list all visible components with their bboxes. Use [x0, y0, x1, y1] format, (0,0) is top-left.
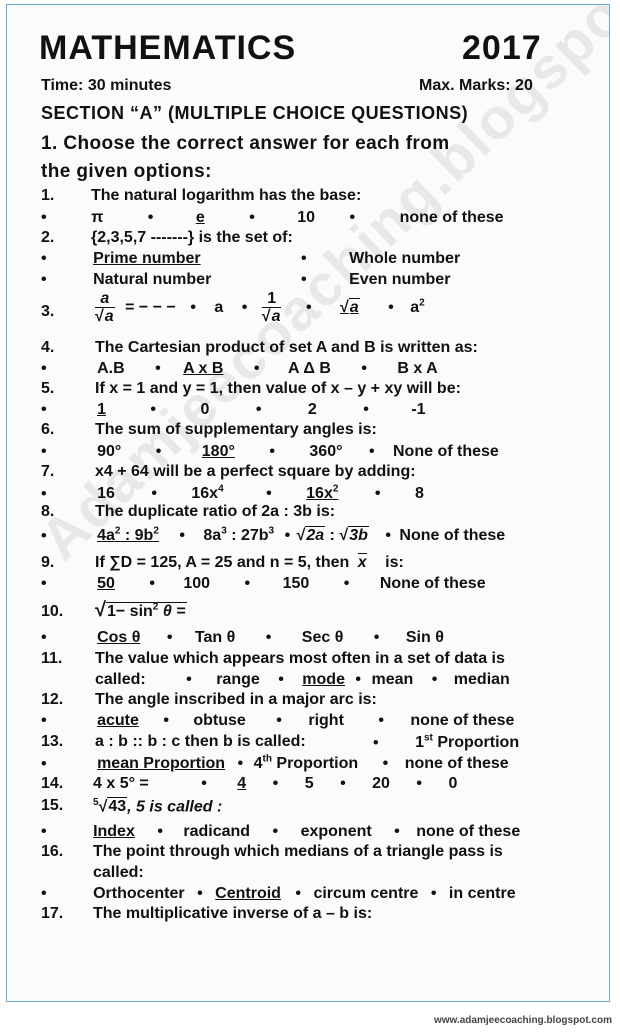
- q12-number: 12.: [41, 691, 63, 709]
- q3-option-d: $a^2$: [410, 299, 424, 316]
- q16-text-2: called:: [93, 864, 144, 882]
- q12-text: The angle inscribed in a major arc is:: [95, 691, 377, 709]
- q9-options: • 50 • 100 • 150 • None of these: [41, 575, 486, 593]
- q14-option-d: 0: [448, 775, 457, 792]
- q13-option-a: 1st Proportion: [415, 734, 519, 751]
- q13-text: a : b :: b : c then b is called:: [95, 733, 306, 751]
- q12-option-d: none of these: [410, 712, 514, 729]
- q11-number: 11.: [41, 650, 62, 668]
- q10-option-a: Cos θ: [97, 629, 140, 646]
- q3-number: 3.: [41, 303, 54, 321]
- q6-option-b: 180°: [202, 443, 235, 460]
- q7-text: x4 + 64 will be a perfect square by adding:: [95, 463, 416, 481]
- q2-options-row-2: • Natural number: [41, 271, 211, 289]
- q6-option-c: 360°: [309, 443, 342, 460]
- q8-option-a: $4a^2$ : $9b^2$: [97, 527, 159, 544]
- q8-option-b: $8a^3$ : $27b^3$: [203, 527, 274, 544]
- q10-option-d: Sin θ: [406, 629, 444, 646]
- q16-option-a: Orthocenter: [93, 885, 185, 902]
- q2-options-row-1: • Prime number: [41, 250, 201, 268]
- q11-option-d: median: [454, 671, 510, 688]
- q3-expression: $\frac{a}{√a}$ = − − − • a • $\frac{1}{√a}$ • √a • $a^2$: [95, 291, 425, 325]
- q15-text: $^5$√43, 5 is called :: [93, 797, 222, 816]
- q2-text: {2,3,5,7 -------} is the set of:: [91, 229, 293, 247]
- q7-number: 7.: [41, 463, 54, 481]
- q16-option-d: in centre: [449, 885, 516, 902]
- q1-option-c: 10: [297, 209, 315, 226]
- q5-option-a: 1: [97, 401, 106, 418]
- q6-option-a: 90°: [97, 443, 121, 460]
- q5-option-d: -1: [411, 401, 425, 418]
- q16-option-b: Centroid: [215, 885, 281, 902]
- q5-options: • 1 • 0 • 2 • -1: [41, 401, 426, 419]
- q10-option-c: Sec θ: [302, 629, 344, 646]
- q16-options: • Orthocenter • Centroid • circum centre • in centre: [41, 885, 516, 903]
- q2-number: 2.: [41, 229, 54, 247]
- marks-label: Max. Marks: 20: [419, 77, 533, 95]
- q16-option-c: circum centre: [313, 885, 418, 902]
- q6-options: • 90° • 180° • 360° • None of these: [41, 443, 499, 461]
- exam-year: 2017: [462, 29, 542, 68]
- q9-option-b: 100: [183, 575, 210, 592]
- q11-option-b: mode: [302, 671, 345, 688]
- q13-option-d: none of these: [405, 755, 509, 772]
- q8-options: • $4a^2$ : $9b^2$ • $8a^3$ : $27b^3$ • √2a : √3b • None of these: [41, 526, 505, 545]
- q1-option-d: none of these: [400, 209, 504, 226]
- subject-title: MATHEMATICS: [39, 29, 296, 68]
- q1-options: [41, 209, 504, 227]
- q13-options: • mean Proportion • 4th Proportion • none of these: [41, 754, 509, 773]
- q8-option-d: None of these: [399, 527, 505, 544]
- q7-option-a: 16: [97, 485, 115, 502]
- instruction-line-1: 1. Choose the correct answer for each from: [41, 133, 450, 155]
- q3-option-c: √a: [340, 299, 360, 316]
- q4-number: 4.: [41, 339, 54, 357]
- q15-option-d: none of these: [416, 823, 520, 840]
- q5-option-b: 0: [200, 401, 209, 418]
- q7-option-c: $16x^2$: [306, 485, 338, 502]
- q4-options: • A.B • A x B • A Δ B • B x A: [41, 360, 438, 378]
- q2-option-b: Whole number: [349, 250, 460, 267]
- q7-option-d: 8: [415, 485, 424, 502]
- q15-option-b: radicand: [183, 823, 250, 840]
- q14-option-a: 4: [237, 775, 246, 792]
- q6-number: 6.: [41, 421, 54, 439]
- q11-option-a: range: [216, 671, 260, 688]
- q16-text: The point through which medians of a triangle pass is: [93, 843, 503, 861]
- q4-option-b: A x B: [183, 360, 223, 377]
- q5-option-c: 2: [308, 401, 317, 418]
- q4-option-d: B x A: [397, 360, 437, 377]
- q16-number: 16.: [41, 843, 63, 861]
- q4-option-c: A Δ B: [288, 360, 331, 377]
- q12-option-c: right: [308, 712, 344, 729]
- q14-option-b: 5: [305, 775, 314, 792]
- q13-option-c: 4th Proportion: [254, 755, 359, 772]
- footer-url: www.adamjeecoaching.blogspot.com: [434, 1015, 612, 1026]
- q15-number: 15.: [41, 797, 63, 815]
- q9-option-c: 150: [283, 575, 310, 592]
- q8-option-c: √2a : √3b: [297, 527, 369, 544]
- q2-option-c: Natural number: [93, 271, 211, 288]
- q9-text: If ∑D = 125, A = 25 and n = 5, then x is:: [95, 554, 404, 572]
- time-label: Time: 30 minutes: [41, 77, 171, 95]
- q3-option-b: $\frac{1}{√a}$: [262, 291, 282, 325]
- bullet: •: [350, 209, 356, 226]
- bullet: •: [148, 209, 154, 226]
- q13-option-b: mean Proportion: [97, 755, 225, 772]
- q14-options: 4 x 5° = • 4 • 5 • 20 • 0: [93, 775, 457, 793]
- q7-option-b: $16x^4$: [191, 485, 223, 502]
- q15-option-a: Index: [93, 823, 135, 840]
- q2-option-a: Prime number: [93, 250, 201, 267]
- q15-option-c: exponent: [301, 823, 372, 840]
- q14-number: 14.: [41, 775, 63, 793]
- q11-options: called: • range • mode • mean • median: [95, 671, 510, 689]
- q9-option-a: 50: [97, 575, 115, 592]
- q5-text: If x = 1 and y = 1, then value of x – y + xy will be:: [95, 380, 461, 398]
- q14-option-c: 20: [372, 775, 390, 792]
- q12-option-a: acute: [97, 712, 139, 729]
- q17-number: 17.: [41, 905, 63, 923]
- q4-option-a: A.B: [97, 360, 125, 377]
- q3-option-a: a: [214, 299, 223, 316]
- q15-options: • Index • radicand • exponent • none of these: [41, 823, 520, 841]
- q5-number: 5.: [41, 380, 54, 398]
- q1-option-a: π: [91, 209, 103, 226]
- q13-number: 13.: [41, 733, 63, 751]
- q9-number: 9.: [41, 554, 54, 572]
- q12-option-b: obtuse: [193, 712, 245, 729]
- q11-option-c: mean: [371, 671, 413, 688]
- q4-text: The Cartesian product of set A and B is written as:: [95, 339, 478, 357]
- q6-text: The sum of supplementary angles is:: [95, 421, 377, 439]
- q9-option-d: None of these: [380, 575, 486, 592]
- q10-expression: $√1- \sin^2 \theta$ =: [95, 599, 187, 622]
- section-heading: SECTION “A” (MULTIPLE CHOICE QUESTIONS): [41, 103, 468, 124]
- q12-options: • acute • obtuse • right • none of these: [41, 712, 514, 730]
- q7-options: • 16 • $16x^4$ • $16x^2$ • 8: [41, 484, 424, 503]
- q1-number: 1.: [41, 187, 54, 205]
- q8-text: The duplicate ratio of 2a : 3b is:: [95, 503, 335, 521]
- q8-number: 8.: [41, 503, 54, 521]
- q10-options: • Cos θ • Tan θ • Sec θ • Sin θ: [41, 629, 444, 647]
- q2-option-d: Even number: [349, 271, 450, 288]
- q10-number: 10.: [41, 603, 63, 621]
- watermark: Adamjeecoaching.blogspot.com: [27, 25, 591, 573]
- bullet: •: [41, 209, 47, 226]
- instruction-line-2: the given options:: [41, 161, 212, 183]
- q6-option-d: None of these: [393, 443, 499, 460]
- q17-text: The multiplicative inverse of a – b is:: [93, 905, 372, 923]
- q1-option-b: e: [196, 209, 205, 226]
- bullet: •: [249, 209, 255, 226]
- q10-option-b: Tan θ: [195, 629, 235, 646]
- q1-text: The natural logarithm has the base:: [91, 187, 361, 205]
- q14-text: 4 x 5° =: [93, 775, 149, 792]
- exam-page: Adamjeecoaching.blogspot.com MATHEMATICS 2017 Time: 30 minutes Max. Marks: 20 SECTION “A” (MULTIPLE CHOICE QUESTIONS) 1. Choose the correct answer for each from the given options: 1. The natural logarithm has the base: • π • e • 10 • none of these 2. {2,3,5,7 -------} is the set of: • Prime number • Whole number • Natural number • Even number 3. $\frac{a}{√a}$ = − − − • a • $\frac{1}{√a}$ • √a • $a^2$ 4. The Cartesian product of set A and B is written as: • A.B • A x B • A Δ B • B x A 5. If x = 1 and y = 1, then value of x – y + xy will be: • 1 • 0 • 2 • -1 6. The sum of supplementary angles is: • 90° • 180° • 360° • None of these 7. x4 + 64 will be a perfect square by adding: • 16 • $16x^4$ • $16x^2$ • 8 8. The duplicate ratio of 2a : 3b is: • $4a^2$ : $9b^2$ • $8a^3$ : $27b^3$ • √2a : √3b • None of these 9. If ∑D = 125, A = 25 and n = 5, then x is: • 50 • 100 • 150 • None of these 10. $√1- \sin^2 \theta$ = • Cos θ • Tan θ • Sec θ • Sin θ 11. The value which appears most often in a set of data is called: • range • mode • mean • median 12. The angle inscribed in a major arc is: • acute • obtuse • right • none of these 13. a : b :: b : c then b is called: • 1st Proportion • mean Proportion • 4th Proportion • none of these 14. 4 x 5° = • 4 • 5 • 20 • 0 15. $^5$√43, 5 is called : • Index • radicand • exponent • none of these 16. The point through which medians of a triangle pass is called: • Orthocenter • Centroid • circum centre • in centre 17. The multiplicative inverse of a – b is:: [6, 4, 610, 1002]
- q11-text: The value which appears most often in a set of data is: [95, 650, 505, 668]
